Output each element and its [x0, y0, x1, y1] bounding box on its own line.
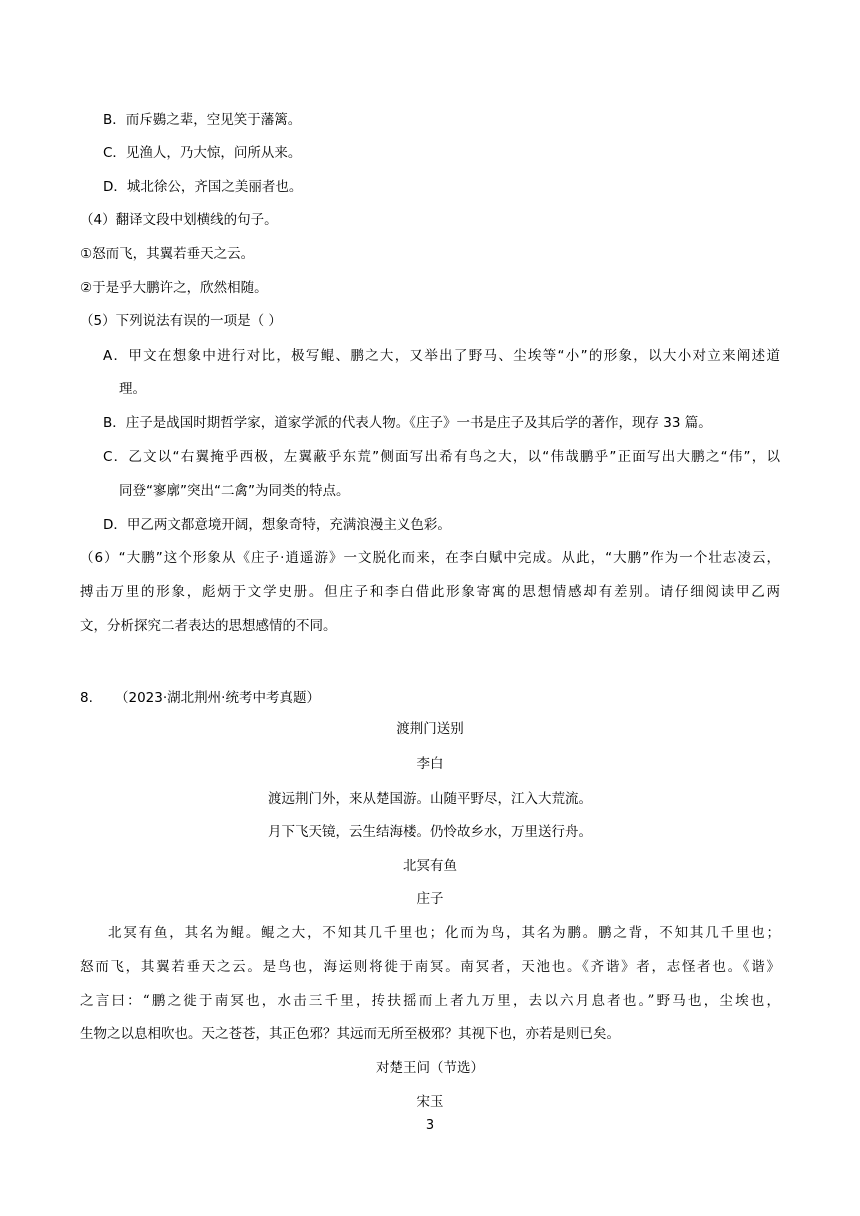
text-2-title: 北冥有鱼 [403, 858, 457, 874]
option-d: D．城北徐公，齐国之美丽者也。 [103, 179, 303, 195]
text-3-author: 宋玉 [416, 1094, 444, 1110]
question-6-line3: 文，分析探究二者表达的思想感情的不同。 [80, 618, 337, 634]
question-5-option-b: B．庄子是战国时期哲学家，道家学派的代表人物。《庄子》一书是庄子及其后学的著作，现存 33 篇。 [103, 415, 712, 431]
poem-line-1: 渡远荆门外，来从楚国游。山随平野尽，江入大荒流。 [268, 791, 592, 807]
option-b: B．而斥鷃之辈，空见笑于藩篱。 [103, 112, 302, 128]
text-3-title: 对楚王问（节选） [376, 1060, 484, 1076]
question-6-line1: （6）“大鹏”这个形象从《庄子·逍遥游》一文脱化而来，在李白赋中完成。从此，“大鹏”作为一个壮志凌云， [80, 550, 780, 566]
question-5-option-c-line2: 同登“寥廓”突出“二禽”为同类的特点。 [119, 483, 350, 499]
question-8-number: 8. [80, 690, 93, 706]
question-4-sentence-1: ①怒而飞，其翼若垂天之云。 [80, 246, 255, 262]
text-2-line-1: 北冥有鱼，其名为鲲。鲲之大，不知其几千里也；化而为鸟，其名为鹏。鹏之背，不知其几千里也； [108, 925, 780, 941]
text-2-line-4: 生物之以息相吹也。天之苍苍，其正色邪？其远而无所至极邪？其视下也，亦若是则已矣。 [80, 1026, 620, 1042]
text-2-line-3: 之言曰：“鹏之徙于南冥也，水击三千里，抟扶摇而上者九万里，去以六月息者也。”野马也，尘埃也， [80, 993, 780, 1009]
option-c: C．见渔人，乃大惊，问所从来。 [103, 145, 302, 161]
poem-line-2: 月下飞天镜，云生结海楼。仍怜故乡水，万里送行舟。 [268, 824, 592, 840]
question-4-title: （4）翻译文段中划横线的句子。 [80, 212, 278, 228]
question-5-option-d: D．甲乙两文都意境开阔，想象奇特，充满浪漫主义色彩。 [103, 517, 451, 533]
text-2-line-2: 怒而飞，其翼若垂天之云。是鸟也，海运则将徙于南冥。南冥者，天池也。《齐谐》者，志怪者也。《谐》 [80, 959, 780, 975]
poem-title: 渡荆门送别 [396, 721, 464, 737]
question-5-option-c-line1: C．乙文以“右翼掩乎西极，左翼蔽乎东荒”侧面写出希有鸟之大，以“伟哉鹏乎”正面写出大鹏之“伟”，以 [103, 449, 780, 465]
question-4-sentence-2: ②于是乎大鹏许之，欣然相随。 [80, 280, 268, 296]
question-5-option-a-line1: A．甲文在想象中进行对比，极写鲲、鹏之大，又举出了野马、尘埃等“小”的形象，以大小对立来阐述道 [103, 348, 780, 364]
text-2-author: 庄子 [416, 891, 444, 907]
question-8-source: （2023·湖北荆州·统考中考真题） [115, 690, 320, 706]
question-5-option-a-line2: 理。 [119, 381, 146, 397]
page-number: 3 [425, 1118, 435, 1133]
question-5-title: （5）下列说法有误的一项是（ ） [80, 313, 282, 329]
poem-author: 李白 [416, 756, 444, 772]
question-6-line2: 搏击万里的形象，彪炳于文学史册。但庄子和李白借此形象寄寓的思想情感却有差别。请仔细阅读甲乙两 [80, 584, 780, 600]
